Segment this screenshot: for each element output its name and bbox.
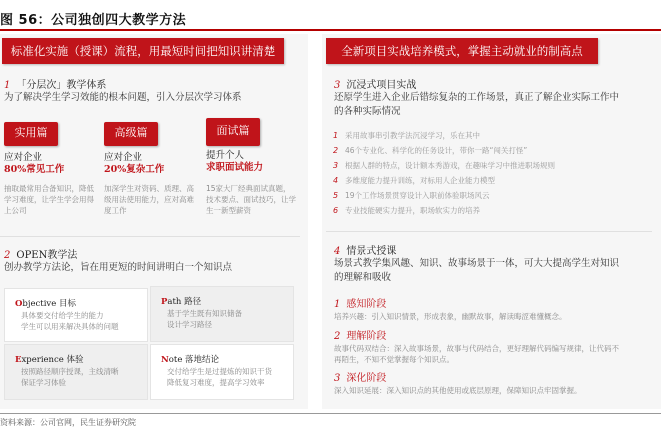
stage-1-body: 培养兴趣：引入知识情景，形成表象，幽默故事，解读晦涩难懂概念。 (334, 312, 567, 321)
tier-interview-target (206, 150, 263, 174)
open-note-desc: 交付给学生是过提炼的知识干货 降低复习难度，提高学习效率 (167, 367, 272, 387)
figure-title: 图 56：公司独创四大教学方法 (0, 13, 187, 28)
tier-practical-target-line2: 80%常见工作 (4, 164, 65, 175)
open-objective-box (4, 288, 148, 342)
section-2-title: OPEN教学法 (16, 250, 78, 261)
list-item: 5 19个工作场景贯穿设计入职前体验职场风云 (333, 191, 490, 200)
list-item: 2 46个专业化、科学化的任务设计，带你一路“闯关打怪” (333, 146, 528, 155)
section-3-list (333, 128, 643, 218)
open-experience-desc: 按照路径顺序授课，主线清晰 保证学习体验 (21, 367, 119, 387)
stage-1-heading: 1 感知阶段 (334, 299, 387, 310)
tier-advanced-note: 加深学生对资码、质理、高级用法使用能力，应对高难度工作 (104, 184, 194, 215)
section-4-number: 4 (334, 246, 341, 257)
section-1-desc: 为了解决学生学习效能的根本问题，引入分层次学习体系 (4, 92, 242, 103)
tier-practical-button: 实用篇 (4, 122, 58, 146)
tier-practical-target (4, 152, 64, 176)
left-banner: 标准化实施（授课）流程，用最短时间把知识讲清楚 (2, 38, 284, 64)
stage-2-body: 故事代码双结合：深入故事场景，故事与代码结合，更好理解代码编写规律，让代码不再陌生，不知不觉掌握每个知识点。 (334, 344, 619, 364)
right-divider (326, 231, 652, 232)
list-item: 4 多维度能力提升训练，对标用人企业能力模型 (333, 176, 495, 185)
title-rule (0, 29, 661, 31)
tier-practical-target-line1: 应对企业 (4, 152, 43, 163)
figure-source: 资料来源：公司官网，民生证券研究院 (0, 418, 136, 427)
open-path-title: Path 路径 (161, 297, 202, 307)
section-4-heading (334, 242, 396, 257)
tier-interview-target-line2: 求职面试能力 (206, 162, 264, 173)
open-objective-desc: 具体要交付给学生的能力 学生可以用来解决具体的问题 (21, 311, 119, 331)
list-item: 6 专业技能硬实力提升，职场软实力的培养 (333, 206, 480, 215)
section-4-title: 情景式授课 (346, 246, 397, 257)
open-experience-title: Experience 体验 (15, 355, 84, 365)
tier-interview-target-line1: 提升个人 (206, 150, 245, 161)
bottom-rule (0, 413, 661, 414)
open-experience-box (4, 344, 148, 400)
section-4-desc: 场景式教学集风趣、知识、故事场景于一体，可大大提高学生对知识 的理解和吸收 (334, 258, 620, 283)
tier-advanced-button: 高级篇 (104, 122, 158, 146)
section-2-number: 2 (4, 250, 11, 261)
tier-advanced-target-line1: 应对企业 (104, 152, 143, 163)
open-note-title: Note 落地结论 (161, 355, 220, 365)
list-item: 3 根据人群的特点，设计额本秀游戏，在趣味学习中推进职场规则 (333, 161, 555, 170)
open-objective-title: Objective 目标 (15, 299, 76, 309)
tier-advanced-target-line2: 20%复杂工作 (104, 164, 165, 175)
right-banner: 全新项目实战培养模式，掌握主动就业的制高点 (326, 38, 598, 64)
open-path-desc: 基于学生既有知识储备 设计学习路径 (167, 309, 242, 329)
section-3-number: 3 (334, 80, 341, 91)
open-path-box (150, 286, 294, 342)
tier-interview-note: 15家大厂经典面试真题，技术要点、面试技巧，让学生一新型薪资 (206, 184, 296, 215)
list-item: 1 采用故事串引教学法沉浸学习，乐在其中 (333, 131, 480, 140)
stage-3-heading: 3 深化阶段 (334, 373, 387, 384)
section-2-desc: 创办教学方法论，旨在用更短的时间讲明白一个知识点 (4, 262, 233, 273)
stage-2-heading: 2 理解阶段 (334, 331, 387, 342)
open-note-box (150, 344, 294, 400)
section-1-number: 1 (4, 80, 11, 91)
section-3-heading (334, 76, 416, 91)
left-divider (0, 236, 300, 237)
section-2-heading (4, 246, 77, 261)
stage-3-body: 深入知识延展：深入知识点的其他使用或底层原理，保障知识点牢固掌握。 (334, 386, 582, 395)
tier-advanced-target (104, 152, 164, 176)
section-1-heading (4, 76, 106, 91)
section-1-title: 「分层次」教学体系 (16, 80, 107, 91)
tier-practical-note: 抽取最常用合备知识，降低学习难度，让学生学会用得上公司 (4, 184, 94, 215)
section-3-title: 沉浸式项目实战 (346, 80, 417, 91)
tier-interview-button: 面试篇 (206, 118, 260, 146)
section-3-desc: 还原学生进入企业后错综复杂的工作场景，真正了解企业实际工作中 的各种实际情况 (334, 92, 620, 117)
